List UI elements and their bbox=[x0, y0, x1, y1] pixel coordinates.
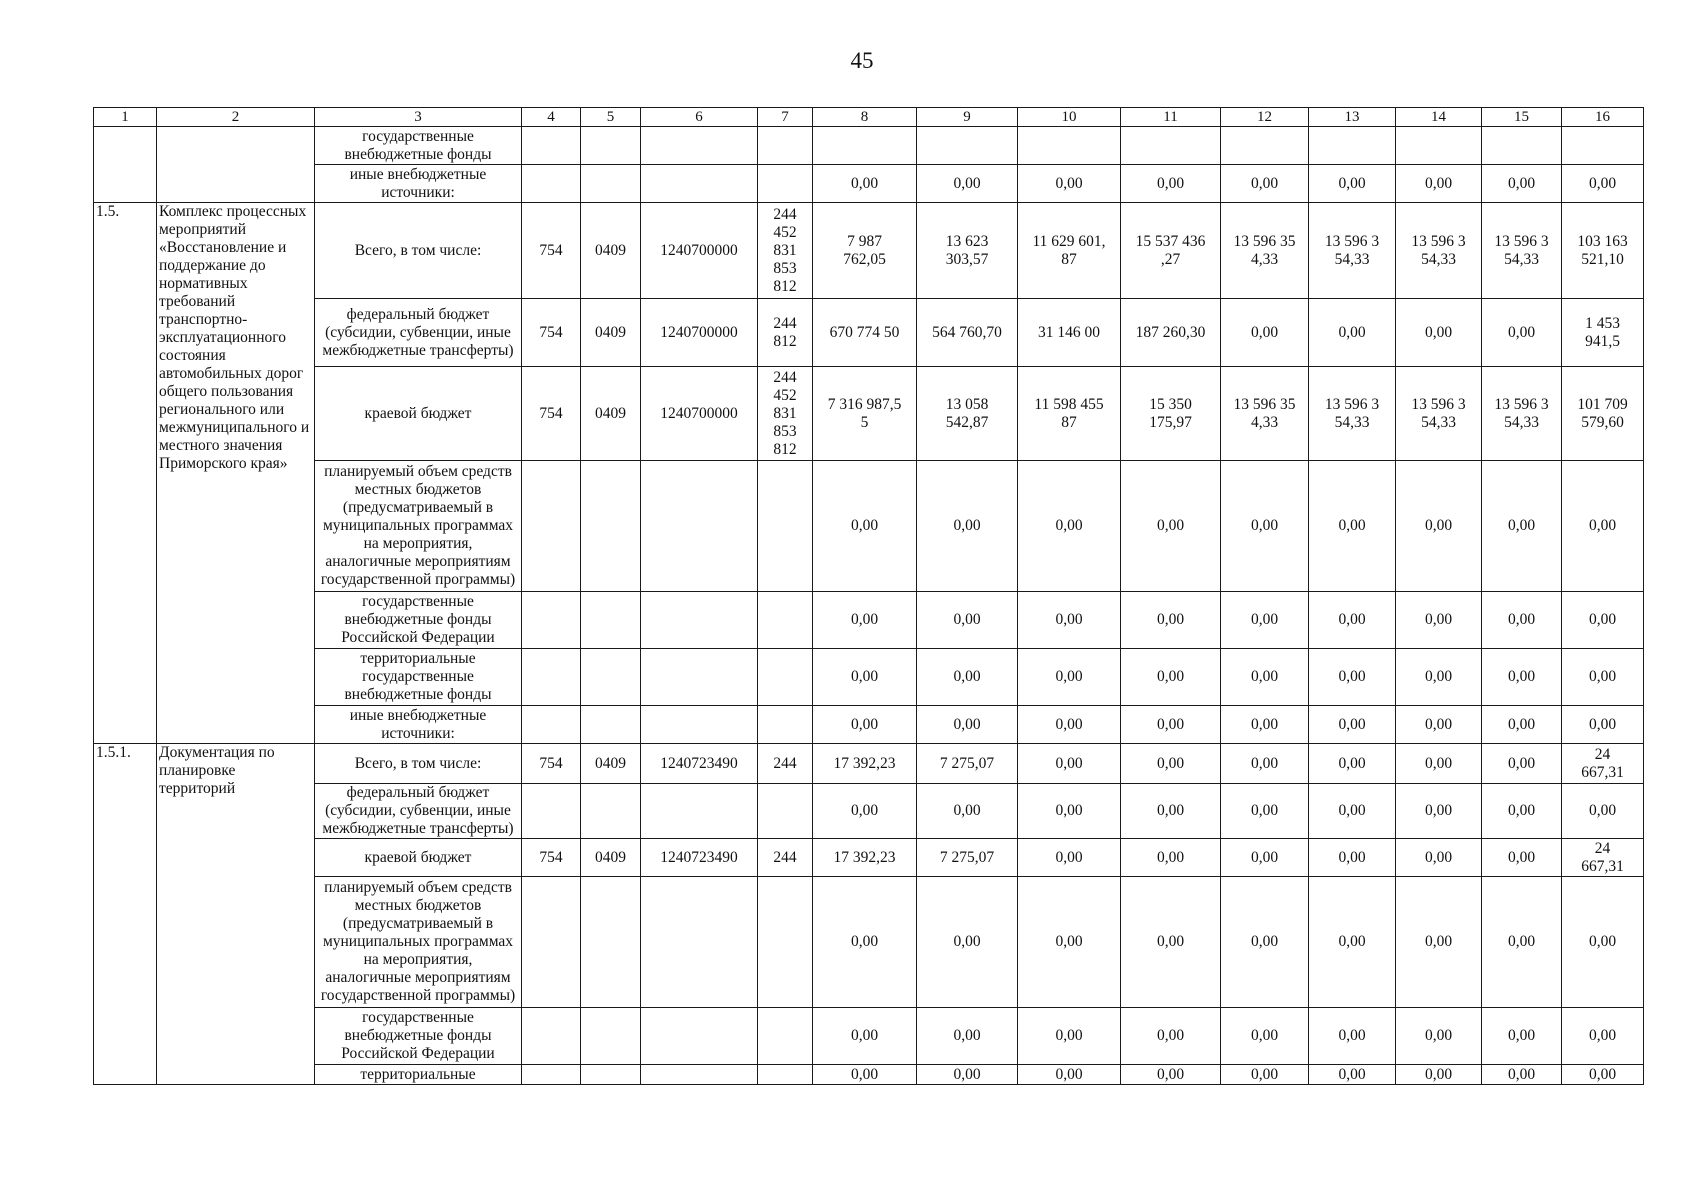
value-col-8-cell: 0,00 bbox=[813, 461, 917, 592]
target-item-code-cell bbox=[641, 127, 758, 165]
value-col-8-cell: 670 774 50 bbox=[813, 299, 917, 367]
expense-type-code-cell bbox=[758, 706, 813, 744]
value-col-11-cell: 0,00 bbox=[1121, 592, 1221, 649]
funding-source-cell: Всего, в том числе: bbox=[315, 744, 522, 784]
section-code-cell bbox=[581, 165, 641, 203]
value-col-8-cell: 0,00 bbox=[813, 784, 917, 839]
target-item-code-cell: 1240700000 bbox=[641, 367, 758, 461]
value-col-15-cell bbox=[1482, 127, 1562, 165]
expense-type-code-cell bbox=[758, 1008, 813, 1065]
value-col-11-cell: 15 350 175,97 bbox=[1121, 367, 1221, 461]
header-cell: 14 bbox=[1396, 108, 1482, 127]
grbs-code-cell: 754 bbox=[522, 744, 581, 784]
funding-source-cell: федеральный бюджет (субсидии, субвенции, иные межбюджетные трансферты) bbox=[315, 784, 522, 839]
table-row bbox=[94, 203, 1644, 299]
value-col-9-cell: 0,00 bbox=[917, 461, 1018, 592]
funding-source-cell: краевой бюджет bbox=[315, 839, 522, 877]
item-name-cell: Комплекс процессных мероприятий «Восстановление и поддержание до нормативных требований транспортно- эксплуатационного состояния автомобильных дорог общего пользования регионального или межмуниципального и местного значения Приморского края» bbox=[157, 203, 315, 744]
value-col-16-cell: 103 163 521,10 bbox=[1562, 203, 1644, 299]
value-col-11-cell: 15 537 436 ,27 bbox=[1121, 203, 1221, 299]
value-col-16-cell: 0,00 bbox=[1562, 706, 1644, 744]
value-col-14-cell: 13 596 3 54,33 bbox=[1396, 203, 1482, 299]
expense-type-code-cell: 244 452 831 853 812 bbox=[758, 367, 813, 461]
target-item-code-cell: 1240700000 bbox=[641, 203, 758, 299]
value-col-8-cell: 17 392,23 bbox=[813, 744, 917, 784]
value-col-8-cell: 0,00 bbox=[813, 165, 917, 203]
value-col-15-cell: 0,00 bbox=[1482, 706, 1562, 744]
grbs-code-cell: 754 bbox=[522, 839, 581, 877]
value-col-16-cell: 0,00 bbox=[1562, 165, 1644, 203]
value-col-9-cell: 7 275,07 bbox=[917, 744, 1018, 784]
value-col-16-cell: 0,00 bbox=[1562, 784, 1644, 839]
value-col-16-cell: 0,00 bbox=[1562, 592, 1644, 649]
header-cell: 8 bbox=[813, 108, 917, 127]
value-col-14-cell: 0,00 bbox=[1396, 706, 1482, 744]
target-item-code-cell bbox=[641, 1065, 758, 1085]
section-code-cell: 0409 bbox=[581, 367, 641, 461]
header-cell: 13 bbox=[1309, 108, 1396, 127]
value-col-15-cell: 0,00 bbox=[1482, 1065, 1562, 1085]
section-code-cell bbox=[581, 706, 641, 744]
value-col-16-cell bbox=[1562, 127, 1644, 165]
value-col-13-cell: 0,00 bbox=[1309, 784, 1396, 839]
value-col-10-cell: 0,00 bbox=[1018, 461, 1121, 592]
grbs-code-cell bbox=[522, 165, 581, 203]
table-row bbox=[94, 367, 1644, 461]
header-cell: 4 bbox=[522, 108, 581, 127]
section-code-cell bbox=[581, 784, 641, 839]
value-col-8-cell: 0,00 bbox=[813, 592, 917, 649]
value-col-12-cell bbox=[1221, 127, 1309, 165]
value-col-10-cell: 0,00 bbox=[1018, 592, 1121, 649]
row-number-cell: 1.5. bbox=[94, 203, 157, 744]
value-col-11-cell: 0,00 bbox=[1121, 1065, 1221, 1085]
expense-type-code-cell bbox=[758, 165, 813, 203]
target-item-code-cell bbox=[641, 877, 758, 1008]
expense-type-code-cell bbox=[758, 1065, 813, 1085]
value-col-13-cell: 0,00 bbox=[1309, 592, 1396, 649]
value-col-14-cell: 0,00 bbox=[1396, 165, 1482, 203]
table-row bbox=[94, 839, 1644, 877]
grbs-code-cell: 754 bbox=[522, 299, 581, 367]
value-col-16-cell: 0,00 bbox=[1562, 1008, 1644, 1065]
header-cell: 2 bbox=[157, 108, 315, 127]
item-name-cell bbox=[157, 127, 315, 203]
expense-type-code-cell bbox=[758, 592, 813, 649]
value-col-15-cell: 0,00 bbox=[1482, 299, 1562, 367]
value-col-9-cell: 564 760,70 bbox=[917, 299, 1018, 367]
value-col-13-cell: 0,00 bbox=[1309, 706, 1396, 744]
value-col-14-cell: 0,00 bbox=[1396, 839, 1482, 877]
funding-source-cell: иные внебюджетные источники: bbox=[315, 165, 522, 203]
header-cell: 1 bbox=[94, 108, 157, 127]
value-col-15-cell: 0,00 bbox=[1482, 744, 1562, 784]
value-col-13-cell: 0,00 bbox=[1309, 461, 1396, 592]
value-col-13-cell: 0,00 bbox=[1309, 877, 1396, 1008]
value-col-14-cell: 13 596 3 54,33 bbox=[1396, 367, 1482, 461]
table-body bbox=[94, 108, 1644, 1085]
section-code-cell bbox=[581, 127, 641, 165]
row-number-cell: 1.5.1. bbox=[94, 744, 157, 1085]
value-col-16-cell: 0,00 bbox=[1562, 649, 1644, 706]
value-col-13-cell: 0,00 bbox=[1309, 1008, 1396, 1065]
budget-table bbox=[93, 107, 1644, 1085]
value-col-11-cell: 0,00 bbox=[1121, 744, 1221, 784]
value-col-12-cell: 0,00 bbox=[1221, 592, 1309, 649]
funding-source-cell: федеральный бюджет (субсидии, субвенции, иные межбюджетные трансферты) bbox=[315, 299, 522, 367]
value-col-16-cell: 101 709 579,60 bbox=[1562, 367, 1644, 461]
value-col-15-cell: 13 596 3 54,33 bbox=[1482, 203, 1562, 299]
value-col-16-cell: 0,00 bbox=[1562, 1065, 1644, 1085]
header-cell: 6 bbox=[641, 108, 758, 127]
funding-source-cell: краевой бюджет bbox=[315, 367, 522, 461]
value-col-15-cell: 0,00 bbox=[1482, 1008, 1562, 1065]
section-code-cell bbox=[581, 649, 641, 706]
value-col-12-cell: 0,00 bbox=[1221, 461, 1309, 592]
header-cell: 10 bbox=[1018, 108, 1121, 127]
value-col-9-cell bbox=[917, 127, 1018, 165]
value-col-14-cell: 0,00 bbox=[1396, 784, 1482, 839]
value-col-14-cell bbox=[1396, 127, 1482, 165]
grbs-code-cell: 754 bbox=[522, 203, 581, 299]
section-code-cell bbox=[581, 461, 641, 592]
header-cell: 15 bbox=[1482, 108, 1562, 127]
section-code-cell: 0409 bbox=[581, 839, 641, 877]
grbs-code-cell bbox=[522, 1065, 581, 1085]
section-code-cell bbox=[581, 1008, 641, 1065]
value-col-12-cell: 13 596 35 4,33 bbox=[1221, 203, 1309, 299]
value-col-13-cell: 0,00 bbox=[1309, 1065, 1396, 1085]
grbs-code-cell bbox=[522, 461, 581, 592]
value-col-13-cell: 0,00 bbox=[1309, 744, 1396, 784]
section-code-cell: 0409 bbox=[581, 299, 641, 367]
target-item-code-cell bbox=[641, 165, 758, 203]
expense-type-code-cell bbox=[758, 461, 813, 592]
funding-source-cell: планируемый объем средств местных бюджетов (предусматриваемый в муниципальных программах на мероприятия, аналогичные мероприятиям государственной программы) bbox=[315, 877, 522, 1008]
funding-source-cell: иные внебюджетные источники: bbox=[315, 706, 522, 744]
value-col-8-cell: 0,00 bbox=[813, 1065, 917, 1085]
value-col-13-cell: 0,00 bbox=[1309, 299, 1396, 367]
table-row bbox=[94, 706, 1644, 744]
value-col-10-cell: 0,00 bbox=[1018, 744, 1121, 784]
value-col-12-cell: 0,00 bbox=[1221, 165, 1309, 203]
header-cell: 3 bbox=[315, 108, 522, 127]
value-col-9-cell: 0,00 bbox=[917, 784, 1018, 839]
grbs-code-cell: 754 bbox=[522, 367, 581, 461]
target-item-code-cell bbox=[641, 649, 758, 706]
value-col-12-cell: 13 596 35 4,33 bbox=[1221, 367, 1309, 461]
value-col-11-cell: 0,00 bbox=[1121, 649, 1221, 706]
funding-source-cell: Всего, в том числе: bbox=[315, 203, 522, 299]
table-row bbox=[94, 165, 1644, 203]
expense-type-code-cell bbox=[758, 877, 813, 1008]
value-col-15-cell: 0,00 bbox=[1482, 165, 1562, 203]
grbs-code-cell bbox=[522, 1008, 581, 1065]
expense-type-code-cell: 244 812 bbox=[758, 299, 813, 367]
value-col-13-cell bbox=[1309, 127, 1396, 165]
value-col-9-cell: 13 058 542,87 bbox=[917, 367, 1018, 461]
value-col-15-cell: 0,00 bbox=[1482, 877, 1562, 1008]
value-col-16-cell: 24 667,31 bbox=[1562, 839, 1644, 877]
value-col-9-cell: 13 623 303,57 bbox=[917, 203, 1018, 299]
value-col-16-cell: 0,00 bbox=[1562, 877, 1644, 1008]
value-col-8-cell bbox=[813, 127, 917, 165]
table-row bbox=[94, 649, 1644, 706]
value-col-12-cell: 0,00 bbox=[1221, 877, 1309, 1008]
value-col-11-cell: 0,00 bbox=[1121, 1008, 1221, 1065]
value-col-13-cell: 0,00 bbox=[1309, 839, 1396, 877]
section-code-cell bbox=[581, 1065, 641, 1085]
value-col-12-cell: 0,00 bbox=[1221, 744, 1309, 784]
expense-type-code-cell bbox=[758, 127, 813, 165]
table-row bbox=[94, 1065, 1644, 1085]
value-col-16-cell: 0,00 bbox=[1562, 461, 1644, 592]
value-col-13-cell: 0,00 bbox=[1309, 649, 1396, 706]
value-col-12-cell: 0,00 bbox=[1221, 649, 1309, 706]
header-cell: 11 bbox=[1121, 108, 1221, 127]
value-col-11-cell: 0,00 bbox=[1121, 461, 1221, 592]
item-name-cell: Документация по планировке территорий bbox=[157, 744, 315, 1085]
value-col-16-cell: 24 667,31 bbox=[1562, 744, 1644, 784]
value-col-9-cell: 0,00 bbox=[917, 706, 1018, 744]
value-col-15-cell: 0,00 bbox=[1482, 839, 1562, 877]
value-col-8-cell: 17 392,23 bbox=[813, 839, 917, 877]
value-col-15-cell: 0,00 bbox=[1482, 592, 1562, 649]
value-col-16-cell: 1 453 941,5 bbox=[1562, 299, 1644, 367]
table-row bbox=[94, 127, 1644, 165]
table-row bbox=[94, 784, 1644, 839]
table-row bbox=[94, 461, 1644, 592]
section-code-cell: 0409 bbox=[581, 744, 641, 784]
value-col-11-cell: 0,00 bbox=[1121, 784, 1221, 839]
value-col-10-cell: 11 598 455 87 bbox=[1018, 367, 1121, 461]
value-col-13-cell: 0,00 bbox=[1309, 165, 1396, 203]
value-col-9-cell: 0,00 bbox=[917, 1008, 1018, 1065]
target-item-code-cell bbox=[641, 1008, 758, 1065]
value-col-14-cell: 0,00 bbox=[1396, 877, 1482, 1008]
value-col-15-cell: 13 596 3 54,33 bbox=[1482, 367, 1562, 461]
value-col-9-cell: 7 275,07 bbox=[917, 839, 1018, 877]
funding-source-cell: территориальные государственные внебюджетные фонды bbox=[315, 649, 522, 706]
value-col-14-cell: 0,00 bbox=[1396, 1065, 1482, 1085]
target-item-code-cell: 1240723490 bbox=[641, 839, 758, 877]
header-cell: 7 bbox=[758, 108, 813, 127]
grbs-code-cell bbox=[522, 784, 581, 839]
value-col-10-cell bbox=[1018, 127, 1121, 165]
value-col-9-cell: 0,00 bbox=[917, 877, 1018, 1008]
value-col-14-cell: 0,00 bbox=[1396, 461, 1482, 592]
value-col-10-cell: 0,00 bbox=[1018, 877, 1121, 1008]
value-col-11-cell: 187 260,30 bbox=[1121, 299, 1221, 367]
value-col-13-cell: 13 596 3 54,33 bbox=[1309, 367, 1396, 461]
value-col-10-cell: 0,00 bbox=[1018, 839, 1121, 877]
value-col-10-cell: 31 146 00 bbox=[1018, 299, 1121, 367]
value-col-11-cell: 0,00 bbox=[1121, 877, 1221, 1008]
value-col-8-cell: 0,00 bbox=[813, 649, 917, 706]
value-col-8-cell: 0,00 bbox=[813, 706, 917, 744]
value-col-14-cell: 0,00 bbox=[1396, 592, 1482, 649]
expense-type-code-cell: 244 bbox=[758, 744, 813, 784]
value-col-12-cell: 0,00 bbox=[1221, 839, 1309, 877]
header-cell: 5 bbox=[581, 108, 641, 127]
value-col-14-cell: 0,00 bbox=[1396, 299, 1482, 367]
value-col-8-cell: 0,00 bbox=[813, 1008, 917, 1065]
table-row bbox=[94, 877, 1644, 1008]
value-col-9-cell: 0,00 bbox=[917, 165, 1018, 203]
value-col-10-cell: 0,00 bbox=[1018, 784, 1121, 839]
value-col-12-cell: 0,00 bbox=[1221, 784, 1309, 839]
row-number-cell bbox=[94, 127, 157, 203]
value-col-11-cell: 0,00 bbox=[1121, 706, 1221, 744]
header-cell: 16 bbox=[1562, 108, 1644, 127]
value-col-13-cell: 13 596 3 54,33 bbox=[1309, 203, 1396, 299]
expense-type-code-cell: 244 bbox=[758, 839, 813, 877]
value-col-9-cell: 0,00 bbox=[917, 1065, 1018, 1085]
value-col-8-cell: 7 316 987,5 5 bbox=[813, 367, 917, 461]
table-row bbox=[94, 592, 1644, 649]
grbs-code-cell bbox=[522, 592, 581, 649]
value-col-9-cell: 0,00 bbox=[917, 649, 1018, 706]
grbs-code-cell bbox=[522, 127, 581, 165]
value-col-12-cell: 0,00 bbox=[1221, 299, 1309, 367]
funding-source-cell: планируемый объем средств местных бюджетов (предусматриваемый в муниципальных программах на мероприятия, аналогичные мероприятиям государственной программы) bbox=[315, 461, 522, 592]
grbs-code-cell bbox=[522, 877, 581, 1008]
value-col-14-cell: 0,00 bbox=[1396, 649, 1482, 706]
value-col-10-cell: 0,00 bbox=[1018, 1065, 1121, 1085]
value-col-15-cell: 0,00 bbox=[1482, 649, 1562, 706]
funding-source-cell: территориальные bbox=[315, 1065, 522, 1085]
value-col-12-cell: 0,00 bbox=[1221, 706, 1309, 744]
funding-source-cell: государственные внебюджетные фонды Российской Федерации bbox=[315, 592, 522, 649]
value-col-9-cell: 0,00 bbox=[917, 592, 1018, 649]
grbs-code-cell bbox=[522, 706, 581, 744]
value-col-8-cell: 0,00 bbox=[813, 877, 917, 1008]
value-col-10-cell: 0,00 bbox=[1018, 649, 1121, 706]
value-col-11-cell bbox=[1121, 127, 1221, 165]
section-code-cell: 0409 bbox=[581, 203, 641, 299]
funding-source-cell: государственные внебюджетные фонды Российской Федерации bbox=[315, 1008, 522, 1065]
page-number: 45 bbox=[850, 48, 874, 73]
section-code-cell bbox=[581, 592, 641, 649]
target-item-code-cell bbox=[641, 592, 758, 649]
grbs-code-cell bbox=[522, 649, 581, 706]
value-col-11-cell: 0,00 bbox=[1121, 839, 1221, 877]
target-item-code-cell: 1240700000 bbox=[641, 299, 758, 367]
header-cell: 12 bbox=[1221, 108, 1309, 127]
value-col-8-cell: 7 987 762,05 bbox=[813, 203, 917, 299]
value-col-12-cell: 0,00 bbox=[1221, 1065, 1309, 1085]
value-col-15-cell: 0,00 bbox=[1482, 784, 1562, 839]
value-col-10-cell: 11 629 601, 87 bbox=[1018, 203, 1121, 299]
expense-type-code-cell bbox=[758, 649, 813, 706]
target-item-code-cell: 1240723490 bbox=[641, 744, 758, 784]
value-col-12-cell: 0,00 bbox=[1221, 1008, 1309, 1065]
value-col-14-cell: 0,00 bbox=[1396, 744, 1482, 784]
value-col-11-cell: 0,00 bbox=[1121, 165, 1221, 203]
value-col-14-cell: 0,00 bbox=[1396, 1008, 1482, 1065]
target-item-code-cell bbox=[641, 784, 758, 839]
table-row bbox=[94, 1008, 1644, 1065]
table-row bbox=[94, 744, 1644, 784]
funding-source-cell: государственные внебюджетные фонды bbox=[315, 127, 522, 165]
value-col-10-cell: 0,00 bbox=[1018, 706, 1121, 744]
value-col-10-cell: 0,00 bbox=[1018, 1008, 1121, 1065]
table-row bbox=[94, 299, 1644, 367]
target-item-code-cell bbox=[641, 461, 758, 592]
section-code-cell bbox=[581, 877, 641, 1008]
header-cell: 9 bbox=[917, 108, 1018, 127]
value-col-10-cell: 0,00 bbox=[1018, 165, 1121, 203]
expense-type-code-cell bbox=[758, 784, 813, 839]
value-col-15-cell: 0,00 bbox=[1482, 461, 1562, 592]
target-item-code-cell bbox=[641, 706, 758, 744]
expense-type-code-cell: 244 452 831 853 812 bbox=[758, 203, 813, 299]
header-row bbox=[94, 108, 1644, 127]
